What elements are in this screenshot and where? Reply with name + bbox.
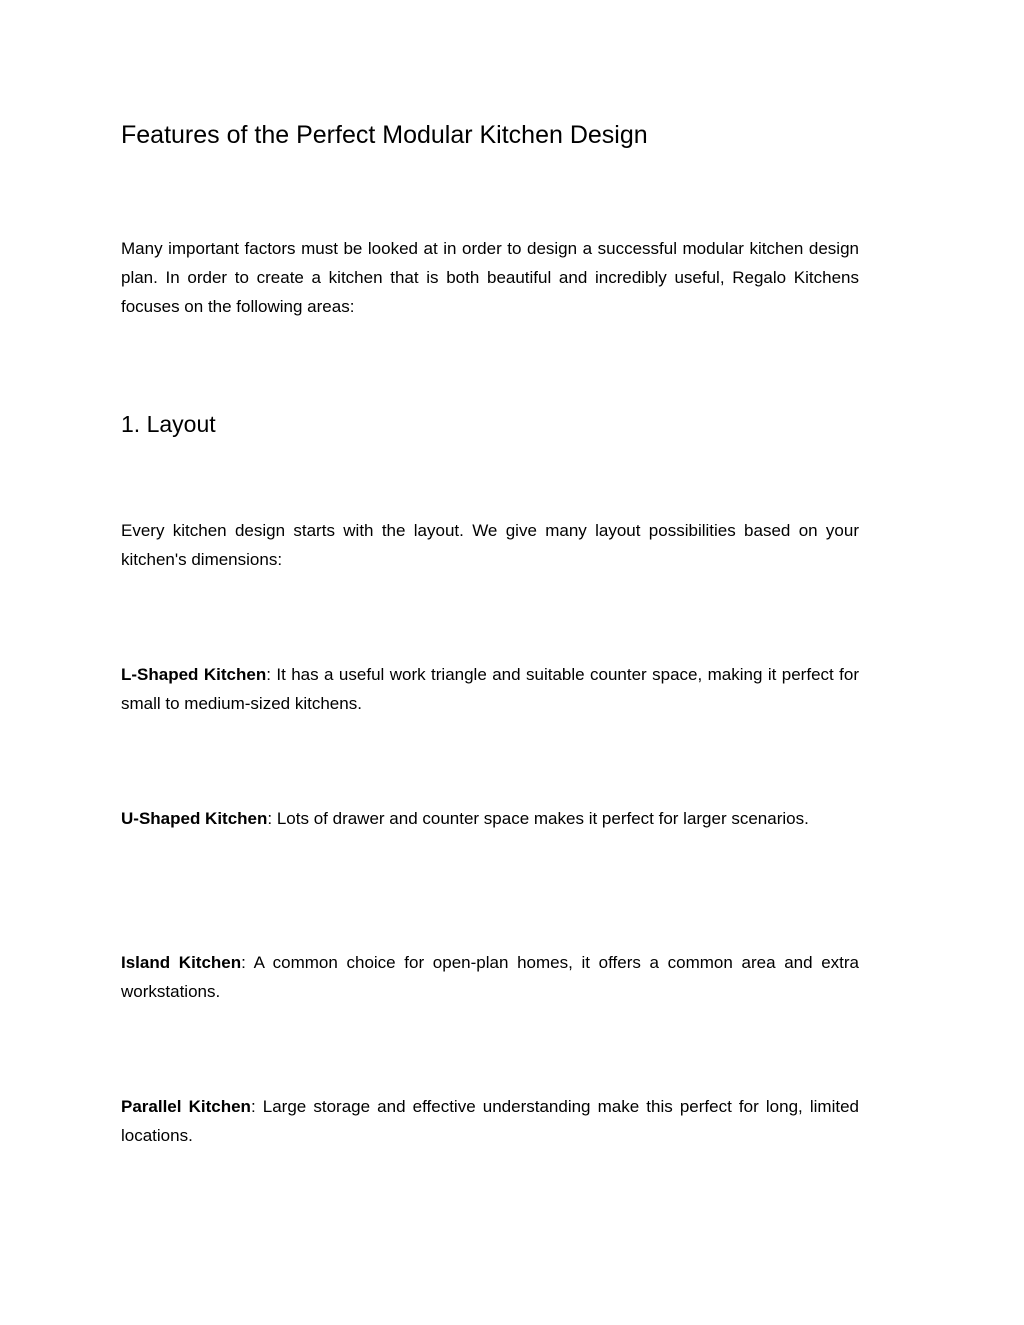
layout-item-description: : It has a useful work triangle and suitable counter space, making it perfect for small to medium-sized kitchens. xyxy=(121,665,860,713)
layout-item-description: : Large storage and effective understanding make this perfect for long, limited locations. xyxy=(121,1097,859,1145)
intro-paragraph: Many important factors must be looked at in order to design a successful modular kitchen design plan. In order to create a kitchen that is both beautiful and incredibly useful, Regalo Kitchens focuses on the following areas: xyxy=(121,239,859,316)
layout-item-name: Parallel Kitchen xyxy=(121,1097,251,1116)
layout-item-name: L-Shaped Kitchen xyxy=(121,665,267,684)
page-title: Features of the Perfect Modular Kitchen Design xyxy=(121,121,648,149)
layout-item-name: Island Kitchen xyxy=(121,953,242,972)
layout-item-description: : A common choice for open-plan homes, it offers a common area and extra workstations. xyxy=(121,953,860,1001)
layout-item-u-shaped xyxy=(121,804,859,833)
layout-item-name: U-Shaped Kitchen xyxy=(121,809,268,828)
layout-item-description: : Lots of drawer and counter space makes it perfect for larger scenarios. xyxy=(267,809,809,828)
layout-item-l-shaped xyxy=(121,660,859,718)
layout-item-island xyxy=(121,948,859,1006)
layout-intro-paragraph: Every kitchen design starts with the layout. We give many layout possibilities based on your kitchen's dimensions: xyxy=(121,521,859,569)
section-heading-layout: 1. Layout xyxy=(121,411,216,437)
layout-item-parallel xyxy=(121,1092,859,1150)
